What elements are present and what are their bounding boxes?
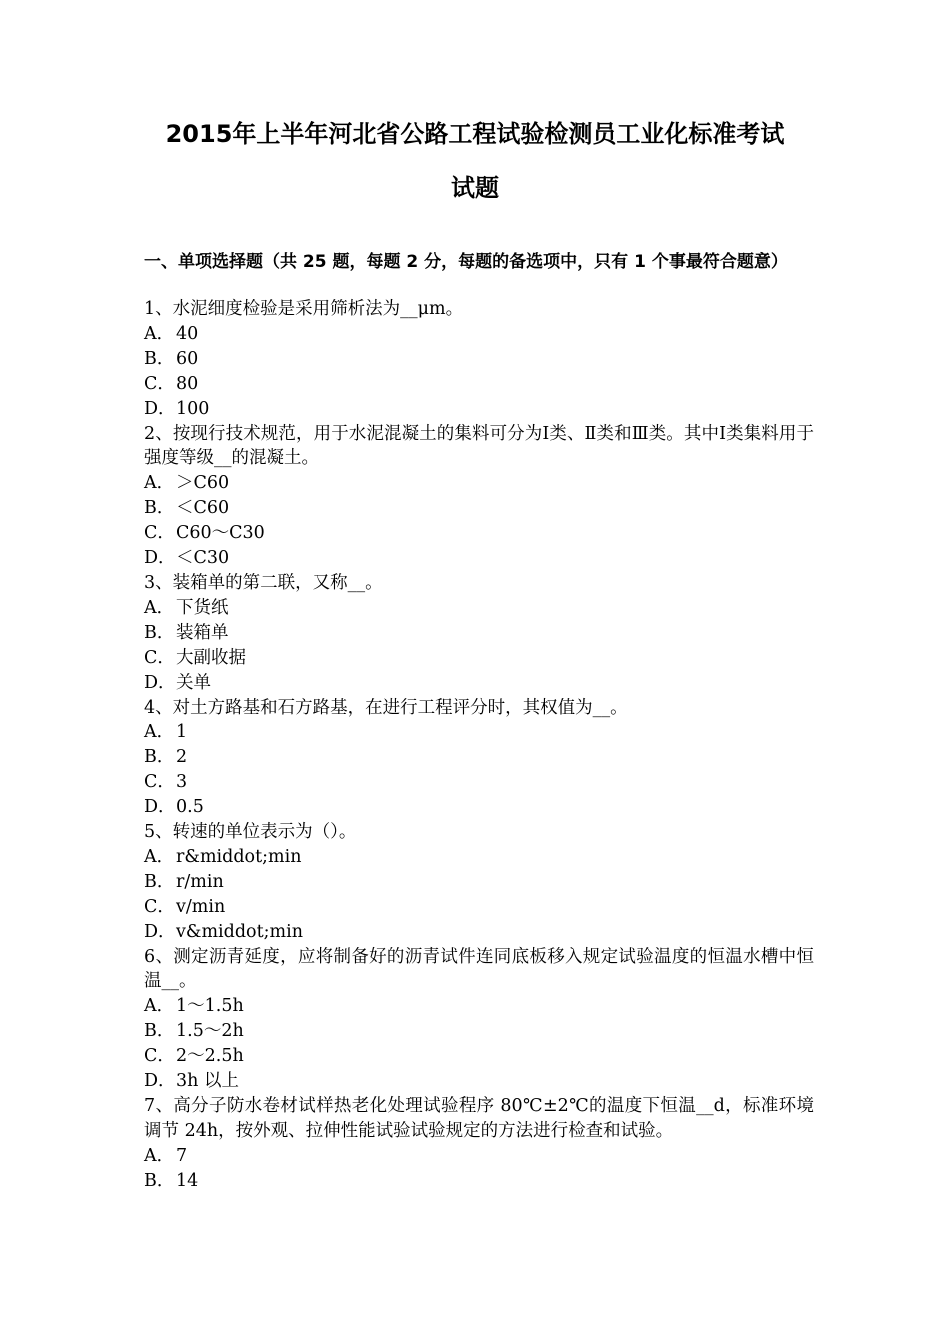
answer-option [144, 671, 814, 696]
question-stem: 1、水泥细度检验是采用筛析法为__μm。 [144, 299, 464, 319]
question-stem: 5、转速的单位表示为（）。 [144, 822, 357, 843]
option-label: C． [144, 647, 175, 668]
option-label: D． [144, 921, 176, 942]
question-6 [144, 945, 814, 1094]
option-text: r&middot;min [176, 846, 302, 867]
option-text: 1 [176, 722, 188, 743]
answer-option [144, 646, 814, 671]
option-text: 3 [176, 772, 188, 793]
question-1 [144, 297, 814, 422]
option-label: B． [144, 747, 175, 768]
option-label: B． [144, 622, 175, 643]
option-text: 14 [176, 1170, 199, 1191]
option-text: 关单 [176, 672, 211, 693]
question-stem: 3、装箱单的第二联，又称__。 [144, 572, 383, 593]
option-label: A． [144, 473, 175, 494]
answer-option [144, 596, 814, 621]
option-text: 100 [176, 398, 210, 419]
question-7 [144, 1094, 814, 1194]
option-text: ＜C30 [176, 548, 230, 569]
answer-option [144, 372, 814, 397]
answer-option [144, 1144, 814, 1169]
option-label: C． [144, 1046, 175, 1067]
option-text: 2～2.5h [176, 1046, 244, 1067]
option-text: 0.5 [176, 797, 204, 818]
option-text: 3h 以上 [176, 1071, 239, 1092]
option-label: A． [144, 597, 175, 618]
option-text: ＞C60 [176, 473, 230, 494]
answer-option [144, 1044, 814, 1069]
answer-option [144, 1019, 814, 1044]
option-text: ＜C60 [176, 498, 230, 519]
answer-option [144, 770, 814, 795]
section-heading: 一、单项选择题（共 25 题，每题 2 分，每题的备选项中，只有 1 个事最符合题意） [144, 252, 788, 272]
option-text: 60 [176, 348, 199, 369]
option-label: C． [144, 523, 175, 544]
answer-option [144, 745, 814, 770]
answer-option [144, 920, 814, 945]
option-text: v/min [176, 896, 226, 917]
option-label: C． [144, 896, 175, 917]
option-text: 装箱单 [176, 622, 229, 643]
document-title-line-1: 2015年上半年河北省公路工程试验检测员工业化标准考试 [165, 120, 785, 148]
option-label: B． [144, 1021, 175, 1042]
answer-option [144, 521, 814, 546]
option-label: D． [144, 398, 176, 419]
option-text: 40 [176, 323, 199, 344]
option-text: 1～1.5h [176, 996, 244, 1017]
question-2 [144, 422, 814, 571]
document-title-line-2: 试题 [451, 174, 499, 202]
answer-option [144, 845, 814, 870]
option-label: D． [144, 1071, 176, 1092]
option-text: 下货纸 [176, 597, 229, 618]
answer-option [144, 546, 814, 571]
option-label: A． [144, 323, 175, 344]
question-stem: 2、按现行技术规范，用于水泥混凝土的集料可分为Ⅰ类、Ⅱ类和Ⅲ类。其中Ⅰ类集料用于强度等级__的混凝土。 [144, 423, 814, 469]
option-label: B． [144, 348, 175, 369]
answer-option [144, 895, 814, 920]
option-label: A． [144, 996, 175, 1017]
option-text: v&middot;min [176, 921, 303, 942]
option-text: 大副收据 [176, 647, 246, 668]
question-stem: 4、对土方路基和石方路基，在进行工程评分时，其权值为__。 [144, 697, 628, 718]
option-text: 2 [176, 747, 188, 768]
answer-option [144, 870, 814, 895]
option-text: 7 [176, 1145, 188, 1166]
answer-option [144, 496, 814, 521]
question-4 [144, 696, 814, 821]
option-label: D． [144, 548, 176, 569]
option-text: C60～C30 [176, 523, 265, 544]
question-5 [144, 820, 814, 945]
option-text: 1.5～2h [176, 1021, 244, 1042]
answer-option [144, 994, 814, 1019]
option-label: C． [144, 373, 175, 394]
question-3 [144, 571, 814, 696]
option-label: B． [144, 1170, 175, 1191]
option-label: C． [144, 772, 175, 793]
option-label: D． [144, 672, 176, 693]
question-stem: 6、测定沥青延度，应将制备好的沥青试件连同底板移入规定试验温度的恒温水槽中恒温__。 [144, 946, 814, 992]
answer-option [144, 621, 814, 646]
option-text: 80 [176, 373, 199, 394]
answer-option [144, 471, 814, 496]
option-label: A． [144, 846, 175, 867]
option-label: A． [144, 722, 175, 743]
answer-option [144, 795, 814, 820]
option-text: r/min [176, 871, 224, 892]
option-label: B． [144, 871, 175, 892]
option-label: B． [144, 498, 175, 519]
option-label: A． [144, 1145, 175, 1166]
option-label: D． [144, 797, 176, 818]
answer-option [144, 1169, 814, 1194]
question-stem: 7、高分子防水卷材试样热老化处理试验程序 80℃±2℃的温度下恒温__d，标准环境调节 24h，按外观、拉伸性能试验试验规定的方法进行检查和试验。 [144, 1096, 814, 1141]
answer-option [144, 720, 814, 745]
answer-option [144, 347, 814, 372]
answer-option [144, 322, 814, 347]
question-list [144, 297, 814, 1194]
answer-option [144, 1069, 814, 1094]
answer-option [144, 397, 814, 422]
